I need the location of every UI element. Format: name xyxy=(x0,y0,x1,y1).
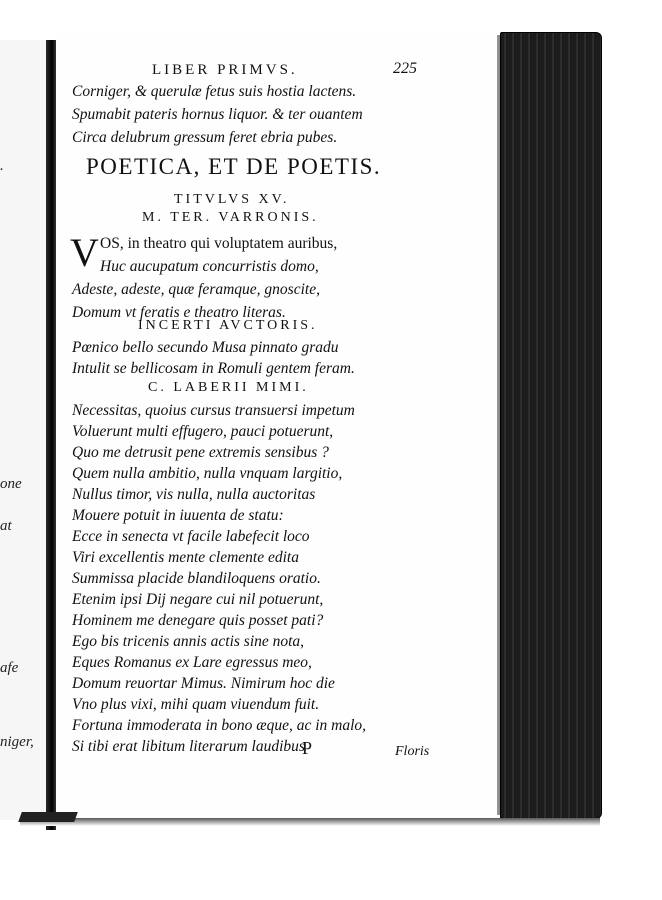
left-page-fragment: . xyxy=(0,158,4,174)
verse-line: Huc aucupatum concurristis domo, xyxy=(100,258,319,275)
verse-line: Voluerunt multi effugero, pauci potuerunt, xyxy=(72,423,334,440)
titulus-heading: TITVLVS XV. xyxy=(174,192,290,207)
book-fore-edge xyxy=(500,32,602,819)
book-spine-shadow xyxy=(46,40,56,830)
verse-line: Eques Romanus ex Lare egressus meo, xyxy=(72,654,312,671)
verse-line: Vno plus vixi, mihi quam viuendum fuit. xyxy=(72,696,320,713)
verse-line: Domum reuortar Mimus. Nimirum hoc die xyxy=(72,675,335,692)
verse-line: Adeste, adeste, quæ feramque, gnoscite, xyxy=(72,281,320,298)
verse-line: Ego bis tricenis annis actis sine nota, xyxy=(72,633,305,650)
verse-line: Nullus timor, vis nulla, nulla auctoritas xyxy=(72,486,316,503)
book-bottom-edge xyxy=(20,818,600,826)
verse-line: Necessitas, quoius cursus transuersi impetum xyxy=(72,402,355,419)
section-title: POETICA, ET DE POETIS. xyxy=(86,154,382,179)
author-heading-laberius: C. LABERII MIMI. xyxy=(148,380,309,395)
verse-line: Circa delubrum gressum feret ebria pubes. xyxy=(72,129,338,146)
verse-line: Ecce in senecta vt facile labefecit loco xyxy=(72,528,310,545)
drop-cap: V xyxy=(70,230,99,275)
verse-line: Fortuna immoderata in bono æque, ac in malo, xyxy=(72,717,367,734)
signature-mark: P xyxy=(302,738,313,758)
verse-line: Summissa placide blandiloquens oratio. xyxy=(72,570,321,587)
author-heading-varro: M. TER. VARRONIS. xyxy=(142,210,319,225)
verse-line: OS, in theatro qui voluptatem auribus, xyxy=(100,235,338,252)
left-page-fragment: at xyxy=(0,518,12,534)
page-number: 225 xyxy=(393,60,417,77)
verse-line: Pœnico bello secundo Musa pinnato gradu xyxy=(72,339,339,356)
verse-line: Si tibi erat libitum literarum laudibus xyxy=(72,738,305,755)
verse-line: Mouere potuit in iuuenta de statu: xyxy=(72,507,284,524)
running-head: LIBER PRIMVS. xyxy=(152,62,298,78)
verse-line: Spumabit pateris hornus liquor. & ter ouantem xyxy=(72,106,363,123)
verse-line: Corniger, & querulæ fetus suis hostia lactens. xyxy=(72,83,357,100)
spine-foot xyxy=(18,812,78,822)
verse-line: Quo me detrusit pene extremis sensibus ? xyxy=(72,444,329,461)
verse-line: Viri excellentis mente clemente edita xyxy=(72,549,299,566)
left-page-fragment: one xyxy=(0,476,22,492)
left-page-fragment: afe xyxy=(0,660,19,676)
author-heading-incerti: INCERTI AVCTORIS. xyxy=(138,318,318,333)
verse-line: Hominem me denegare quis posset pati? xyxy=(72,612,324,629)
verse-line: Etenim ipsi Dij negare cui nil potuerunt, xyxy=(72,591,324,608)
verse-line: Quem nulla ambitio, nulla vnquam largitio, xyxy=(72,465,343,482)
verse-line: Intulit se bellicosam in Romuli gentem feram. xyxy=(72,360,355,377)
left-page-fragment: niger, xyxy=(0,734,34,750)
verse-line: Domum vt feratis e theatro literas. xyxy=(72,304,286,321)
catchword: Floris xyxy=(395,744,430,759)
